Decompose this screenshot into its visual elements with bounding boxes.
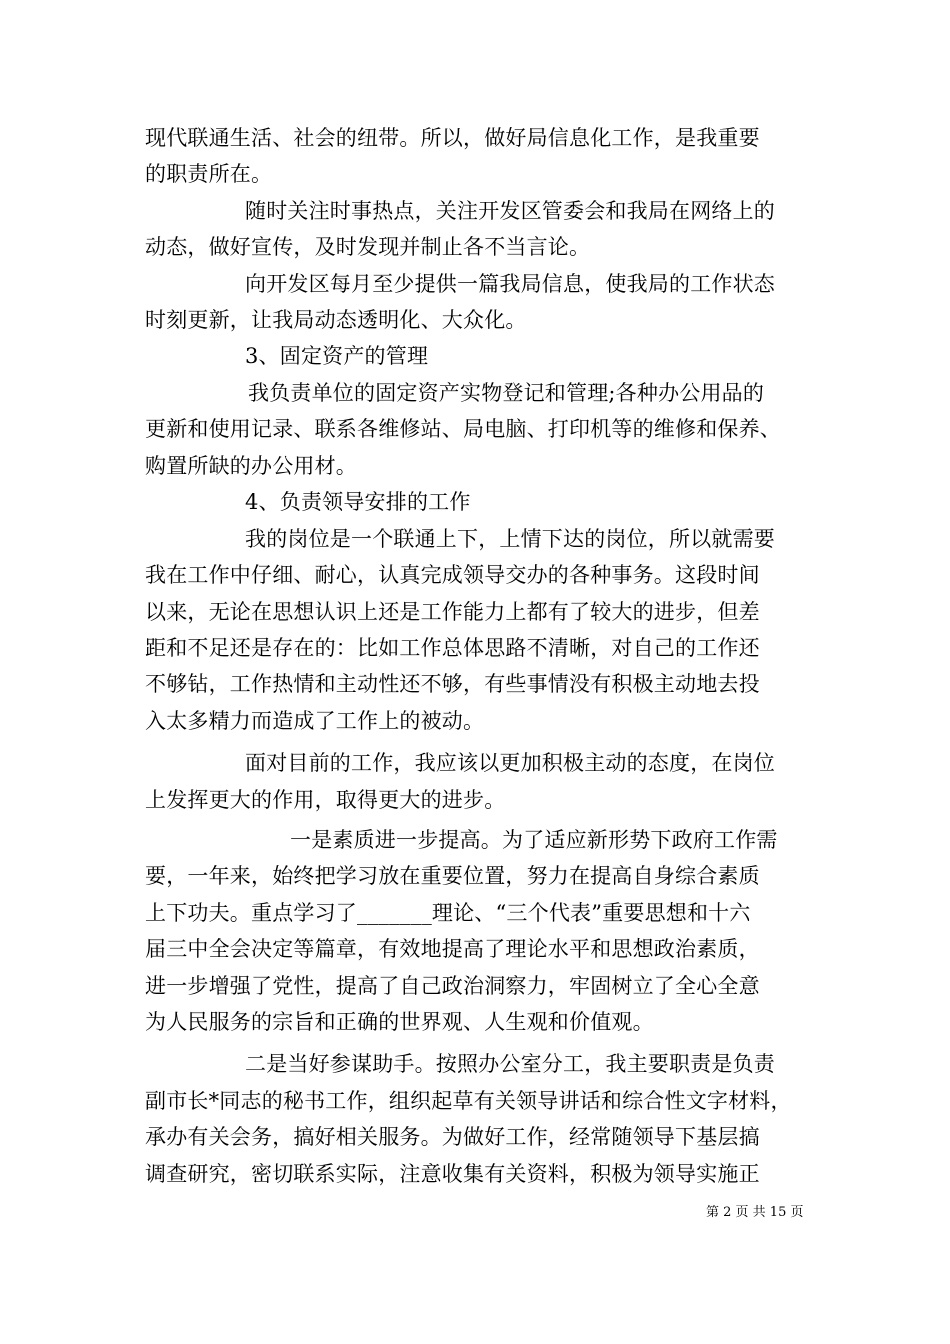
- text-line: 不够钻，工作热情和主动性还不够，有些事情没有积极主动地去投: [145, 672, 760, 696]
- section-heading: 4、负责领导安排的工作: [245, 490, 471, 514]
- text-line: 向开发区每月至少提供一篇我局信息，使我局的工作状态: [245, 272, 775, 296]
- text-line: 调查研究，密切联系实际，注意收集有关资料，积极为领导实施正: [145, 1162, 760, 1186]
- text-line: 届三中全会决定等篇章，有效地提高了理论水平和思想政治素质，: [145, 937, 760, 961]
- text-line: 入太多精力而造成了工作上的被动。: [145, 709, 485, 733]
- text-line: 现代联通生活、社会的纽带。所以，做好局信息化工作，是我重要: [145, 126, 760, 150]
- text-line: 二是当好参谋助手。按照办公室分工，我主要职责是负责: [245, 1052, 775, 1076]
- text-line: 承办有关会务，搞好相关服务。为做好工作，经常随领导下基层搞: [145, 1125, 760, 1149]
- section-heading: 3、固定资产的管理: [245, 344, 429, 368]
- page-number: 第 2 页 共 15 页: [706, 1205, 804, 1220]
- text-line: 为人民服务的宗旨和正确的世界观、人生观和价值观。: [145, 1010, 654, 1034]
- text-line: 面对目前的工作，我应该以更加积极主动的态度，在岗位: [245, 751, 775, 775]
- text-line: 动态，做好宣传，及时发现并制止各不当言论。: [145, 235, 591, 259]
- text-line: 我的岗位是一个联通上下，上情下达的岗位，所以就需要: [245, 527, 775, 551]
- text-line: 一是素质进一步提高。为了适应新形势下政府工作需: [290, 828, 778, 852]
- text-line: 购置所缺的办公用材。: [145, 454, 357, 478]
- text-line: 时刻更新，让我局动态透明化、大众化。: [145, 308, 527, 332]
- text-line: 要，一年来，始终把学习放在重要位置，努力在提高自身综合素质: [145, 864, 760, 888]
- text-line: 的职责所在。: [145, 162, 273, 186]
- text-line: 上发挥更大的作用，取得更大的进步。: [145, 788, 506, 812]
- text-line: 更新和使用记录、联系各维修站、局电脑、打印机等的维修和保养、: [145, 417, 781, 441]
- text-line: 副市长*同志的秘书工作，组织起草有关领导讲话和综合性文字材料，: [145, 1089, 792, 1113]
- text-line: 随时关注时事热点，关注开发区管委会和我局在网络上的: [245, 199, 775, 223]
- text-line: 上下功夫。重点学习了_______理论、“三个代表”重要思想和十六: [145, 901, 751, 925]
- text-line: 以来，无论在思想认识上还是工作能力上都有了较大的进步，但差: [145, 600, 760, 624]
- text-line: 进一步增强了党性，提高了自己政治洞察力，牢固树立了全心全意: [145, 974, 760, 998]
- text-line: 我在工作中仔细、耐心，认真完成领导交办的各种事务。这段时间: [145, 563, 760, 587]
- text-line: 距和不足还是存在的：比如工作总体思路不清晰，对自己的工作还: [145, 636, 760, 660]
- text-line: 我负责单位的固定资产实物登记和管理;各种办公用品的: [248, 381, 765, 405]
